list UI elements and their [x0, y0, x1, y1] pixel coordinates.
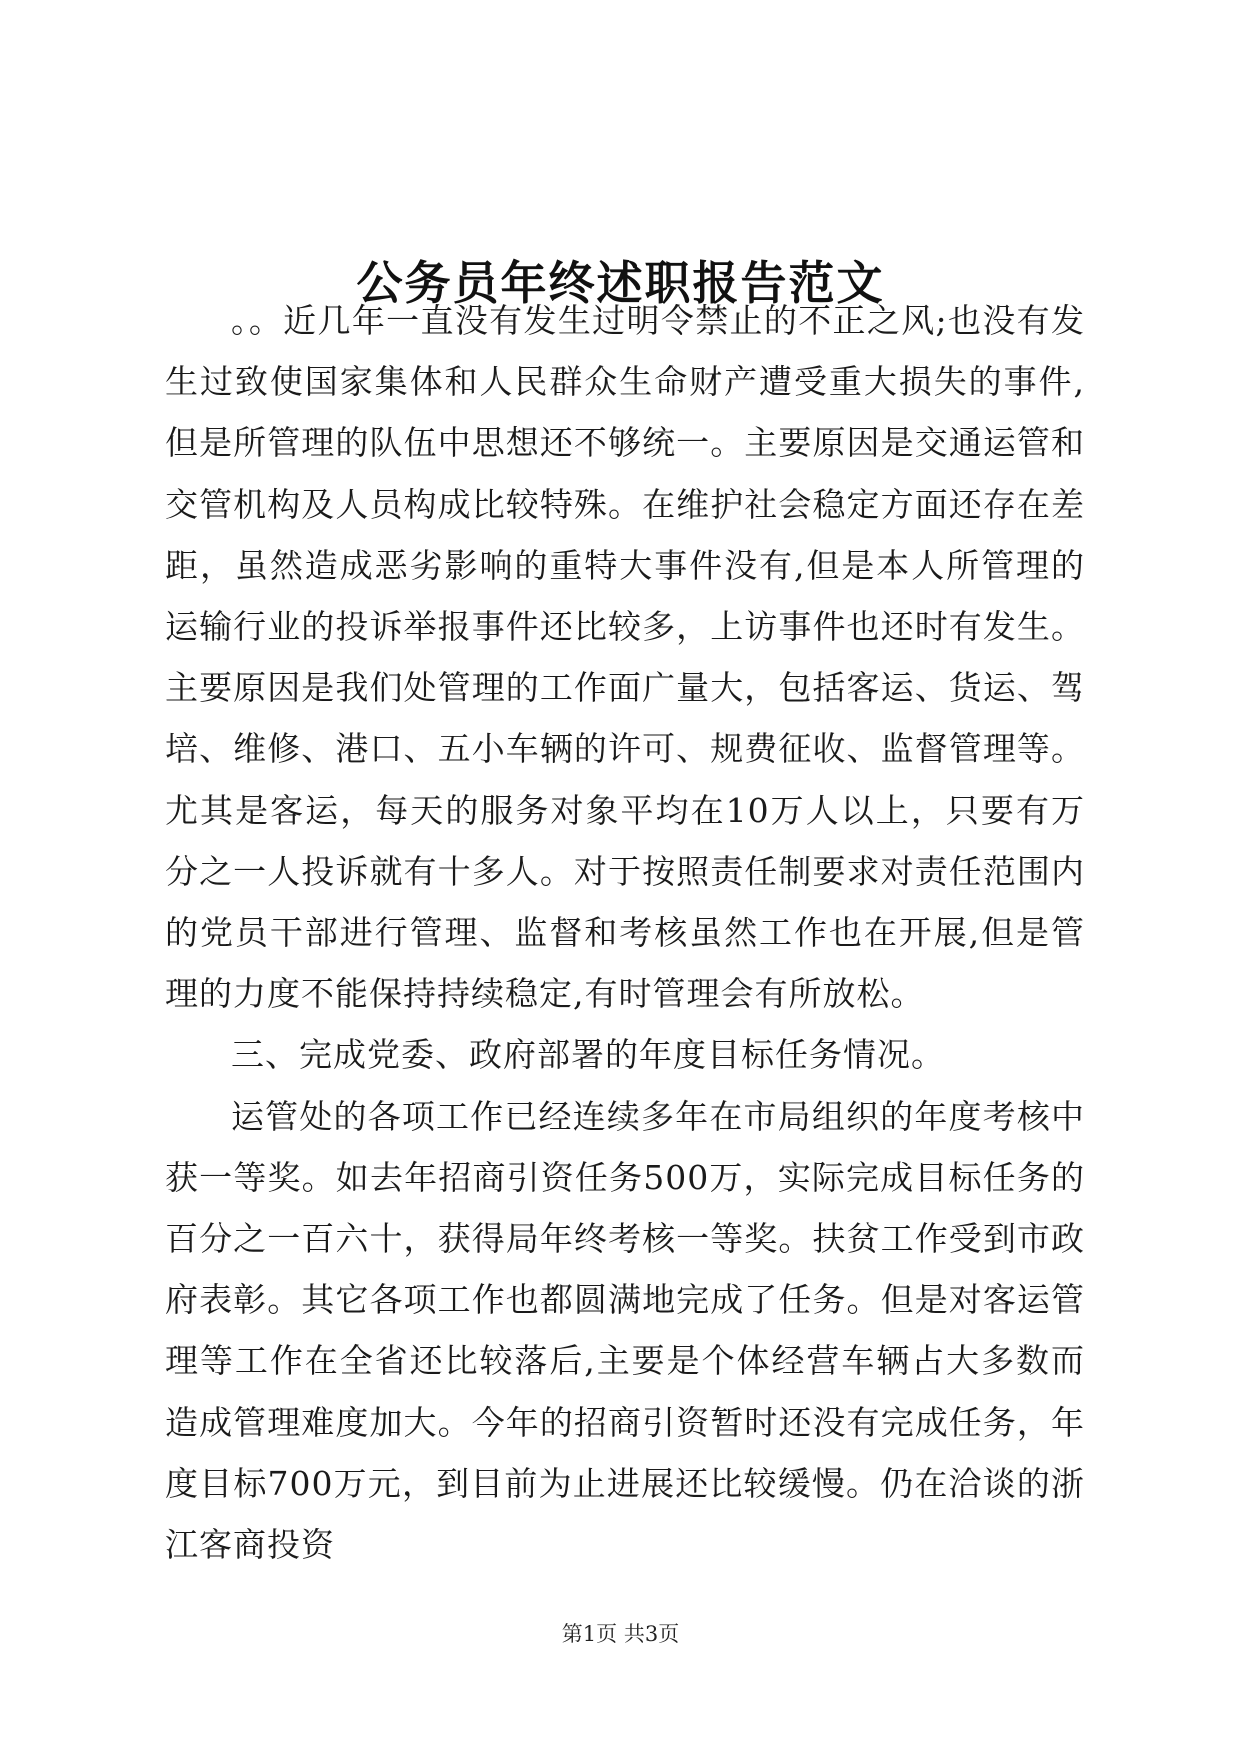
page-number-footer: 第1页 共3页 [561, 1622, 680, 1646]
paragraph-1: 。。近几年一直没有发生过明令禁止的不正之风;也没有发生过致使国家集体和人民群众生命财产遭受重大损失的事件,但是所管理的队伍中思想还不够统一。主要原因是交通运管和交管机构及人员构成比较特殊。在维护社会稳定方面还存在差距，虽然造成恶劣影响的重特大事件没有,但是本人所管理的运输行业的投诉举报事件还比较多，上访事件也还时有发生。主要原因是我们处管理的工作面广量大，包括客运、货运、驾培、维修、港口、五小车辆的许可、规费征收、监督管理等。尤其是客运，每天的服务对象平均在10万人以上，只要有万分之一人投诉就有十多人。对于按照责任制要求对责任范围内的党员干部进行管理、监督和考核虽然工作也在开展,但是管理的力度不能保持持续稳定,有时管理会有所放松。 [165, 301, 1085, 1014]
paragraph-3: 运管处的各项工作已经连续多年在市局组织的年度考核中获一等奖。如去年招商引资任务500万，实际完成目标任务的百分之一百六十，获得局年终考核一等奖。扶贫工作受到市政府表彰。其它各项工作也都圆满地完成了任务。但是对客运管理等工作在全省还比较落后,主要是个体经营车辆占大多数而造成管理难度加大。今年的招商引资暂时还没有完成任务，年度目标700万元，到目前为止进展还比较缓慢。仍在洽谈的浙江客商投资 [165, 1096, 1085, 1565]
document-body [165, 290, 1085, 1575]
document-title: 公务员年终述职报告范文 [356, 255, 885, 310]
paragraph-2: 三、完成党委、政府部署的年度目标任务情况。 [231, 1035, 945, 1075]
